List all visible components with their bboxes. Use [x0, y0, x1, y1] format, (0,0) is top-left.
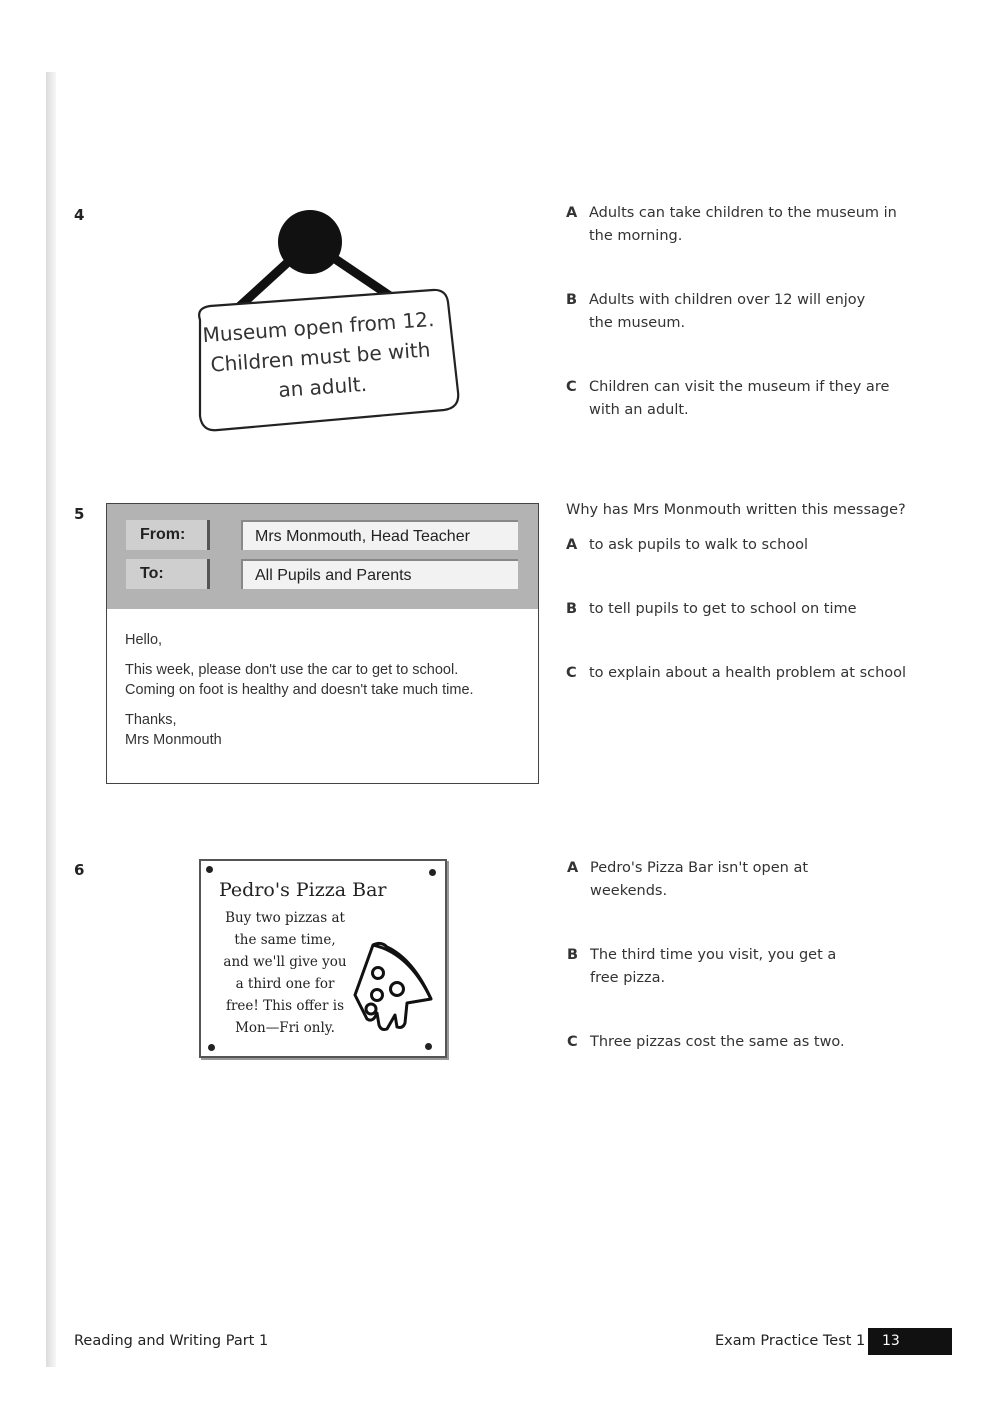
- pizza-notice-line: a third one for: [235, 976, 335, 992]
- option-text-line-1: Pedro's Pizza Bar isn't open at: [590, 860, 809, 876]
- q5-question: Why has Mrs Monmouth written this message?: [566, 502, 906, 518]
- q6-option-a[interactable]: [567, 857, 967, 903]
- email-from-value: Mrs Monmouth, Head Teacher: [241, 520, 518, 550]
- option-text-line-2: weekends.: [590, 883, 668, 899]
- option-letter: C: [567, 1034, 578, 1050]
- pizza-notice-line: Buy two pizzas at: [225, 910, 345, 926]
- email-to-value: All Pupils and Parents: [241, 559, 518, 589]
- option-text-line-1: Three pizzas cost the same as two.: [590, 1034, 845, 1050]
- footer-test-label: Exam Practice Test 1: [715, 1333, 866, 1349]
- option-text-line-1: The third time you visit, you get a: [590, 947, 837, 963]
- email-header: [107, 504, 538, 609]
- option-letter: A: [566, 205, 578, 221]
- pizza-notice-text: [215, 907, 355, 1039]
- option-letter: A: [567, 860, 579, 876]
- pin-icon: [206, 866, 213, 873]
- q6-option-b[interactable]: [567, 944, 967, 990]
- pizza-notice-board: [199, 859, 447, 1058]
- email-body-line-2: Coming on foot is healthy and doesn't take much time.: [125, 682, 474, 698]
- footer-section-label: Reading and Writing Part 1: [74, 1333, 269, 1349]
- email-to-label: To:: [126, 559, 210, 589]
- option-letter: B: [566, 601, 578, 617]
- email-signature: Mrs Monmouth: [125, 732, 222, 748]
- question-6-number: 6: [74, 861, 85, 879]
- option-letter: A: [566, 537, 578, 553]
- email-body: [125, 630, 525, 760]
- option-text-line-1: Adults with children over 12 will enjoy: [589, 292, 866, 308]
- museum-notice-line-2: Children must be with: [209, 337, 432, 377]
- email-signoff: Thanks,: [125, 712, 177, 728]
- option-text-line-1: Adults can take children to the museum in: [589, 205, 897, 221]
- option-letter: C: [566, 379, 577, 395]
- email-message: [106, 503, 539, 784]
- option-text-line-1: Children can visit the museum if they are: [589, 379, 890, 395]
- option-text-line-2: the museum.: [589, 315, 686, 331]
- email-from-label: From:: [126, 520, 210, 550]
- pin-icon: [429, 869, 436, 876]
- q6-option-c[interactable]: [567, 1031, 967, 1054]
- option-letter: B: [566, 292, 578, 308]
- option-letter: B: [567, 947, 579, 963]
- pizza-notice-title: Pedro's Pizza Bar: [219, 879, 387, 901]
- museum-notice-line-3: an adult.: [277, 371, 368, 402]
- question-4-number: 4: [74, 206, 85, 224]
- option-letter: C: [566, 665, 577, 681]
- q5-option-b[interactable]: [566, 598, 976, 621]
- pizza-notice-line: Mon—Fri only.: [235, 1020, 335, 1036]
- option-text-line-2: the morning.: [589, 228, 683, 244]
- q4-option-c[interactable]: [566, 376, 966, 422]
- option-text-line-1: to explain about a health problem at school: [589, 665, 907, 681]
- pizza-notice-line: free! This offer is: [225, 998, 345, 1014]
- q5-option-a[interactable]: [566, 534, 976, 557]
- pizza-slice-icon: [351, 939, 437, 1034]
- q4-option-b[interactable]: [566, 289, 966, 335]
- email-body-line-1: This week, please don't use the car to get to school.: [125, 662, 459, 678]
- pizza-notice-line: the same time,: [234, 932, 336, 948]
- email-greeting: Hello,: [125, 632, 163, 648]
- pin-icon: [208, 1044, 215, 1051]
- pizza-notice-line: and we'll give you: [223, 954, 347, 970]
- q4-option-a[interactable]: [566, 202, 966, 248]
- question-5-number: 5: [74, 505, 85, 523]
- museum-notice-line-1: Museum open from 12.: [201, 307, 436, 348]
- option-text-line-1: to ask pupils to walk to school: [589, 537, 809, 553]
- option-text-line-2: with an adult.: [589, 402, 689, 418]
- q5-option-c[interactable]: [566, 662, 976, 685]
- option-text-line-1: to tell pupils to get to school on time: [589, 601, 857, 617]
- museum-notice-text: [195, 304, 446, 411]
- pin-icon: [425, 1043, 432, 1050]
- page-number: 13: [868, 1328, 952, 1355]
- option-text-line-2: free pizza.: [590, 970, 666, 986]
- page-binding-shadow: [46, 72, 56, 1367]
